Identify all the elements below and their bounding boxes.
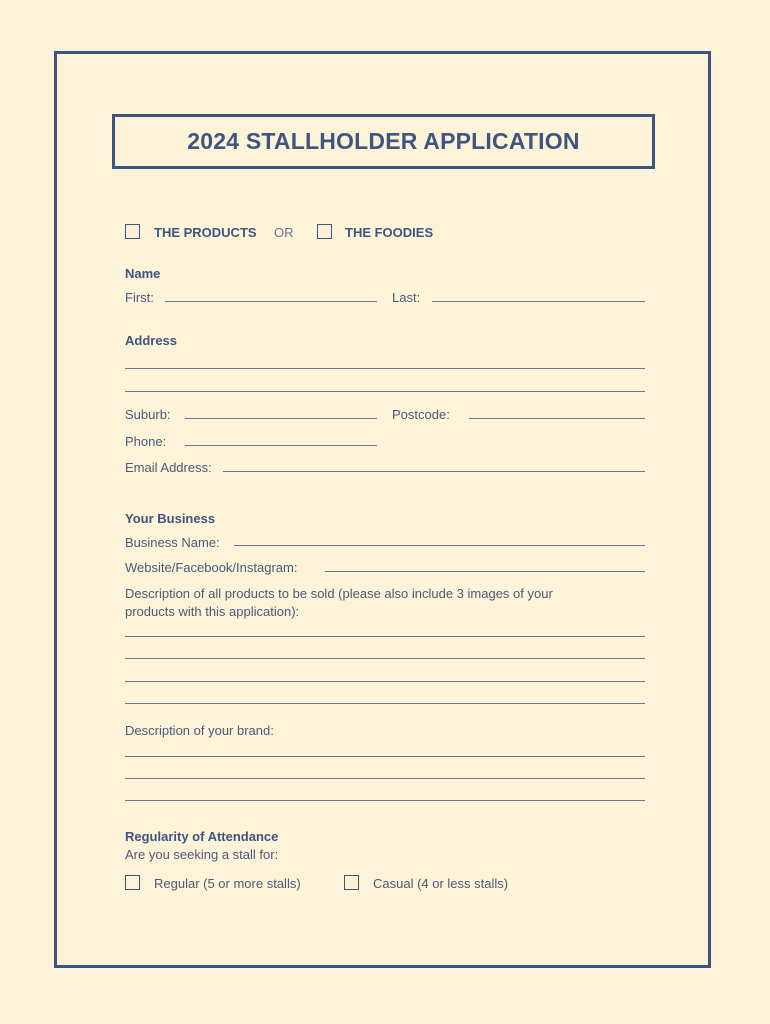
products-description-line-3[interactable] [125, 681, 645, 682]
address-heading: Address [125, 333, 178, 348]
postcode-field[interactable] [469, 418, 645, 419]
brand-description-line-1[interactable] [125, 756, 645, 757]
or-label: OR [274, 225, 294, 240]
products-label: THE PRODUCTS [154, 225, 257, 240]
last-name-label: Last: [392, 290, 421, 305]
regular-checkbox[interactable] [125, 875, 140, 890]
products-checkbox[interactable] [125, 224, 140, 239]
suburb-field[interactable] [185, 418, 377, 419]
regular-label: Regular (5 or more stalls) [154, 876, 301, 891]
last-name-field[interactable] [432, 301, 645, 302]
casual-checkbox[interactable] [344, 875, 359, 890]
website-label: Website/Facebook/Instagram: [125, 560, 298, 575]
products-description-label-1: Description of all products to be sold (please also include 3 images of your [125, 586, 553, 601]
brand-description-line-3[interactable] [125, 800, 645, 801]
phone-field[interactable] [185, 445, 377, 446]
attendance-heading: Regularity of Attendance [125, 829, 279, 844]
name-heading: Name [125, 266, 161, 281]
first-name-label: First: [125, 290, 154, 305]
products-description-line-2[interactable] [125, 658, 645, 659]
address-line-1[interactable] [125, 368, 645, 369]
business-name-field[interactable] [234, 545, 645, 546]
brand-description-label: Description of your brand: [125, 723, 274, 738]
foodies-label: THE FOODIES [345, 225, 434, 240]
business-heading: Your Business [125, 511, 216, 526]
products-description-line-4[interactable] [125, 703, 645, 704]
attendance-question: Are you seeking a stall for: [125, 847, 279, 862]
email-label: Email Address: [125, 460, 212, 475]
email-field[interactable] [223, 471, 645, 472]
foodies-checkbox[interactable] [317, 224, 332, 239]
products-description-line-1[interactable] [125, 636, 645, 637]
form-title: 2024 STALLHOLDER APPLICATION [187, 128, 580, 154]
first-name-field[interactable] [165, 301, 377, 302]
postcode-label: Postcode: [392, 407, 450, 422]
phone-label: Phone: [125, 434, 167, 449]
title-box [112, 114, 655, 169]
products-description-label-2: products with this application): [125, 604, 300, 619]
address-line-2[interactable] [125, 391, 645, 392]
brand-description-line-2[interactable] [125, 778, 645, 779]
casual-label: Casual (4 or less stalls) [373, 876, 509, 891]
business-name-label: Business Name: [125, 535, 220, 550]
website-field[interactable] [325, 571, 645, 572]
suburb-label: Suburb: [125, 407, 171, 422]
